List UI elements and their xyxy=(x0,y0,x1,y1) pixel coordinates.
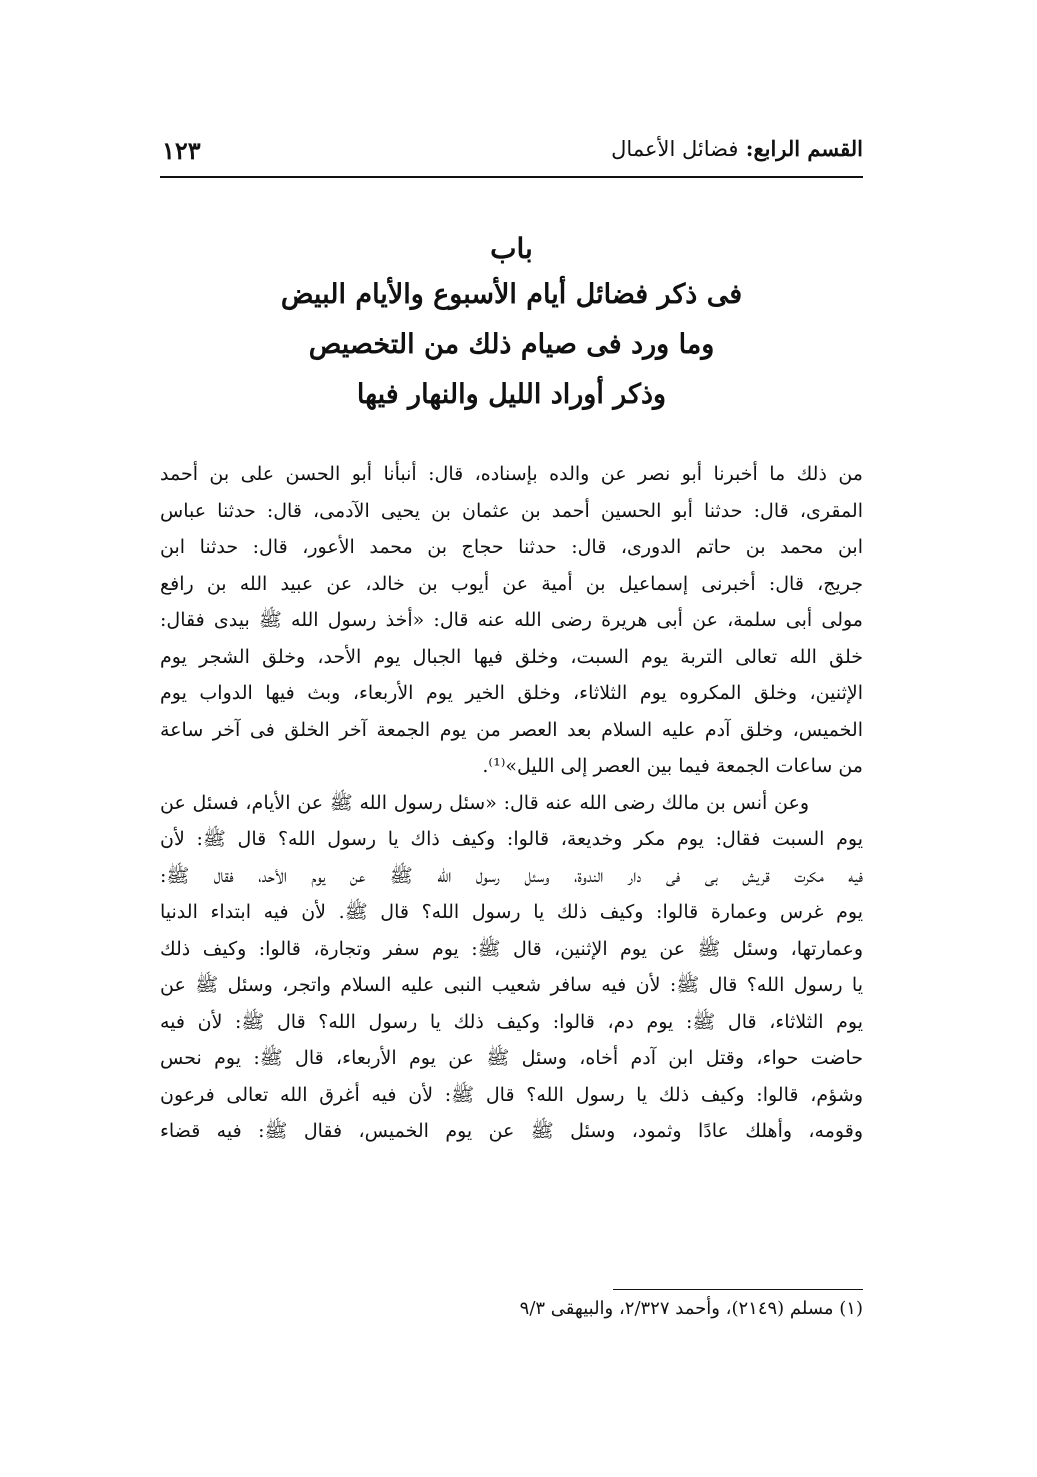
section-label: القسم الرابع: xyxy=(745,136,863,161)
chapter-title-line-1: فى ذكر فضائل أيام الأسبوع والأيام البيض xyxy=(280,279,743,310)
text-line: وعن أنس بن مالك رضى الله عنه قال: «سئل رسول الله ﷺ عن الأيام، فسئل عن xyxy=(160,791,809,814)
text-line: جريج، قال: أخبرنى إسماعيل بن أمية عن أيوب بن خالد، عن عبيد الله بن رافع xyxy=(160,572,863,595)
text-line: من ساعات الجمعة فيما بين العصر إلى الليل»⁽¹⁾. xyxy=(482,755,863,777)
text-line: وعمارتها، وسئل ﷺ عن يوم الإثنين، قال ﷺ: يوم سفر وتجارة، قالوا: وكيف ذلك xyxy=(160,937,863,960)
text-line: وقومه، وأهلك عادًا وثمود، وسئل ﷺ عن يوم الخميس، فقال ﷺ: فيه قضاء xyxy=(160,1120,863,1142)
section-title: فضائل الأعمال xyxy=(611,137,739,161)
text-line: يا رسول الله؟ قال ﷺ: لأن فيه سافر شعيب النبى عليه السلام واتجر، وسئل ﷺ عن xyxy=(160,974,863,996)
text-line: مولى أبى سلمة، عن أبى هريرة رضى الله عنه قال: «أخذ رسول الله ﷺ بيدى فقال: xyxy=(160,609,863,631)
book-page xyxy=(160,0,863,1477)
text-line: يوم الثلاثاء، قال ﷺ: يوم دم، قالوا: وكيف ذلك يا رسول الله؟ قال ﷺ: لأن فيه xyxy=(160,1010,863,1033)
page-number: ١٢٣ xyxy=(162,136,201,165)
footnote-divider xyxy=(613,1289,863,1290)
text-line: حاضت حواء، وقتل ابن آدم أخاه، وسئل ﷺ عن يوم الأربعاء، قال ﷺ: يوم نحس xyxy=(160,1047,863,1069)
text-line: ابن محمد بن حاتم الدورى، قال: حدثنا حجاج بن محمد الأعور، قال: حدثنا ابن xyxy=(160,536,863,558)
header-divider xyxy=(160,176,863,178)
text-line: من ذلك ما أخبرنا أبو نصر عن والده بإسناده، قال: أنبأنا أبو الحسن على بن أحمد xyxy=(160,463,863,485)
running-header xyxy=(160,136,863,172)
text-line: الإثنين، وخلق المكروه يوم الثلاثاء، وخلق الخير يوم الأربعاء، وبث فيها الدواب يوم xyxy=(160,682,863,704)
text-line: وشؤم، قالوا: وكيف ذلك يا رسول الله؟ قال ﷺ: لأن فيه أغرق الله تعالى فرعون xyxy=(160,1083,863,1106)
chapter-heading xyxy=(160,228,863,420)
text-line: الخميس، وخلق آدم عليه السلام بعد العصر من يوم الجمعة آخر الخلق فى آخر ساعة xyxy=(160,718,863,741)
text-line: يوم غرس وعمارة قالوا: وكيف ذلك يا رسول الله؟ قال ﷺ. لأن فيه ابتداء الدنيا xyxy=(160,901,863,923)
section-heading xyxy=(611,136,863,161)
chapter-word: باب xyxy=(490,232,533,265)
text-line: خلق الله تعالى التربة يوم السبت، وخلق فيها الجبال يوم الأحد، وخلق الشجر يوم xyxy=(160,645,863,668)
chapter-title-line-3: وذكر أوراد الليل والنهار فيها xyxy=(356,379,667,410)
chapter-title-line-2: وما ورد فى صيام ذلك من التخصيص xyxy=(308,329,715,360)
footnote: (١) مسلم (٢١٤٩)، وأحمد ٢/٣٢٧، والبيهقى ٩/٣ xyxy=(519,1298,863,1319)
text-line: يوم السبت فقال: يوم مكر وخديعة، قالوا: وكيف ذاك يا رسول الله؟ قال ﷺ: لأن xyxy=(160,828,863,850)
text-line: فيه مكرت قريش بى فى دار الندوة، وسئل رسول الله ﷺ عن يوم الأحد، فقال ﷺ: xyxy=(160,864,863,887)
body-text xyxy=(160,456,863,1150)
text-line: المقرى، قال: حدثنا أبو الحسين أحمد بن عثمان بن يحيى الآدمى، قال: حدثنا عباس xyxy=(160,499,863,522)
